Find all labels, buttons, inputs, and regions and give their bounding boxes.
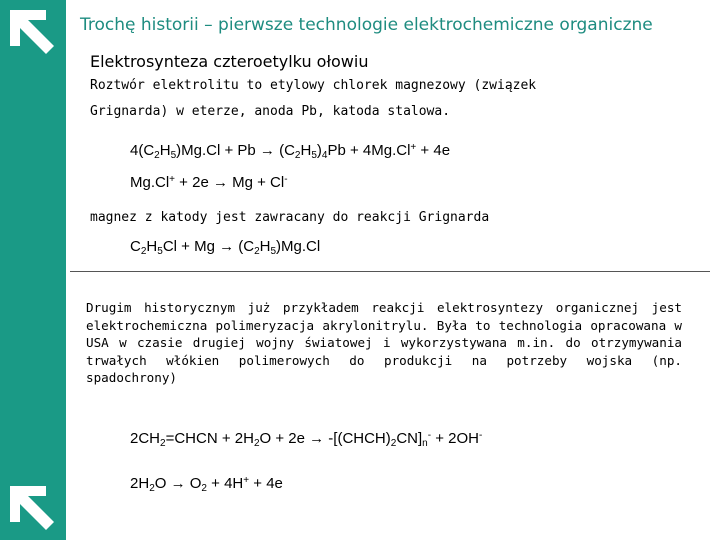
equation-3: $C_2H_5Cl + Mg \to (C_2H_5)Mg.Cl$ bbox=[130, 238, 321, 257]
polymerization-paragraph: Drugim historycznym już przykładem reakcji elektrosyntezy organicznej jest elektrochemiczna polimeryzacja akrylonitrylu. Była to technologia opracowana w USA w czasie drugiej wojny światowej i wykorzystywana m.in. do otrzymywania trwałych włókien polimerowych do produkcji na potrzeby wojska (np. spadochrony) bbox=[86, 300, 682, 385]
arrow-logo-icon-bottom bbox=[6, 482, 58, 534]
equation-2: Mg.Cl+ + 2e → Mg + Cl- bbox=[130, 174, 288, 191]
equation-5: $2H_2O \to O_2 + 4H^+ + 4e$ bbox=[130, 475, 283, 494]
slide-subtitle: Elektrosynteza czteroetylku ołowiu bbox=[90, 52, 369, 71]
divider-line bbox=[70, 271, 710, 272]
equation-1: $4(C_2H_5)Mg.Cl + Pb \to (C_2H_5)_4Pb + 4Mg.Cl^+ + 4e$ bbox=[130, 142, 451, 161]
equation-4: $2CH_2=CHCN + 2H_2O + 2e$ → $-[(CHCH)_2CN]_n^- + 2OH^-$ bbox=[130, 430, 483, 449]
intro-line-1: Roztwór elektrolitu to etylowy chlorek magnezowy (związek bbox=[90, 78, 537, 93]
intro-line-2: Grignarda) w eterze, anoda Pb, katoda stalowa. bbox=[90, 104, 451, 119]
arrow-logo-icon bbox=[6, 6, 58, 58]
sidebar-band bbox=[0, 0, 66, 540]
slide-title: Trochę historii – pierwsze technologie elektrochemiczne organiczne bbox=[80, 15, 653, 35]
magnesium-note: magnez z katody jest zawracany do reakcji Grignarda bbox=[90, 210, 490, 225]
